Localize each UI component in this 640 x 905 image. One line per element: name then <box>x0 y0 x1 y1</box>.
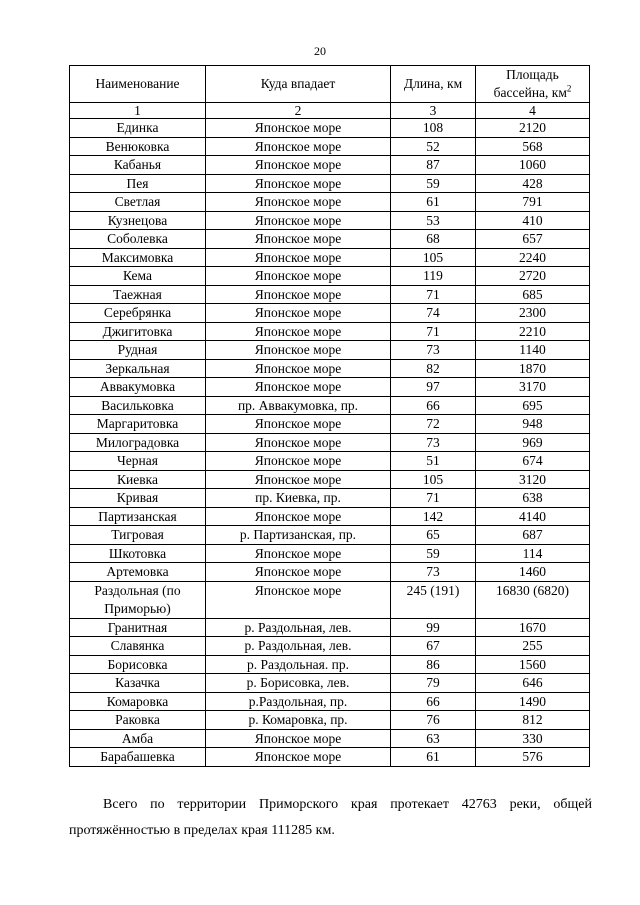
cell-mouth: Японское море <box>206 433 391 452</box>
cell-mouth: пр. Киевка, пр. <box>206 489 391 508</box>
cell-area: 1060 <box>476 156 590 175</box>
cell-name: Гранитная <box>70 618 206 637</box>
cell-mouth: р. Комаровка, пр. <box>206 711 391 730</box>
cell-name: Тигровая <box>70 526 206 545</box>
cell-mouth: пр. Аввакумовка, пр. <box>206 396 391 415</box>
cell-length: 71 <box>391 322 476 341</box>
cell-length: 66 <box>391 396 476 415</box>
cell-length: 71 <box>391 285 476 304</box>
cell-name: Зеркальная <box>70 359 206 378</box>
table-row <box>70 655 590 674</box>
cell-length: 87 <box>391 156 476 175</box>
header-area-superscript: 2 <box>566 83 572 94</box>
table-row <box>70 156 590 175</box>
table-row <box>70 137 590 156</box>
table-body <box>70 119 590 767</box>
cell-name: Соболевка <box>70 230 206 249</box>
cell-length: 99 <box>391 618 476 637</box>
cell-area: 1460 <box>476 563 590 582</box>
cell-area: 1140 <box>476 341 590 360</box>
cell-name: Кема <box>70 267 206 286</box>
cell-name: Кривая <box>70 489 206 508</box>
cell-length: 74 <box>391 304 476 323</box>
cell-name: Славянка <box>70 637 206 656</box>
cell-area: 638 <box>476 489 590 508</box>
cell-name: Кабанья <box>70 156 206 175</box>
table-row <box>70 618 590 637</box>
cell-length: 53 <box>391 211 476 230</box>
cell-area: 4140 <box>476 507 590 526</box>
cell-length: 71 <box>391 489 476 508</box>
table-row <box>70 507 590 526</box>
cell-mouth: р. Раздольная, лев. <box>206 637 391 656</box>
cell-area: 330 <box>476 729 590 748</box>
rivers-table <box>69 65 590 767</box>
header-name: Наименование <box>70 66 206 103</box>
cell-length: 51 <box>391 452 476 471</box>
cell-name: Артемовка <box>70 563 206 582</box>
table-row <box>70 563 590 582</box>
cell-length: 65 <box>391 526 476 545</box>
table-row <box>70 396 590 415</box>
cell-mouth: р. Раздольная. пр. <box>206 655 391 674</box>
cell-length: 73 <box>391 433 476 452</box>
cell-name: Партизанская <box>70 507 206 526</box>
cell-length: 61 <box>391 748 476 767</box>
cell-area: 674 <box>476 452 590 471</box>
cell-area: 2720 <box>476 267 590 286</box>
cell-area: 1670 <box>476 618 590 637</box>
cell-length: 68 <box>391 230 476 249</box>
cell-length: 63 <box>391 729 476 748</box>
cell-mouth: Японское море <box>206 230 391 249</box>
cell-name: Борисовка <box>70 655 206 674</box>
cell-area: 812 <box>476 711 590 730</box>
table-row <box>70 193 590 212</box>
summary-paragraph: Всего по территории Приморского края протекает 42763 реки, общей протяжённостью в пределах края 111285 км. <box>69 797 592 838</box>
cell-name: Амба <box>70 729 206 748</box>
cell-mouth: Японское море <box>206 137 391 156</box>
cell-mouth: Японское море <box>206 304 391 323</box>
cell-mouth: Японское море <box>206 248 391 267</box>
cell-area: 568 <box>476 137 590 156</box>
table-header-row <box>70 66 590 103</box>
cell-area: 2240 <box>476 248 590 267</box>
table-row <box>70 470 590 489</box>
cell-name: Серебрянка <box>70 304 206 323</box>
cell-name: Маргаритовка <box>70 415 206 434</box>
cell-mouth: р. Раздольная, лев. <box>206 618 391 637</box>
cell-mouth: Японское море <box>206 119 391 138</box>
table-row <box>70 230 590 249</box>
cell-area: 2300 <box>476 304 590 323</box>
cell-area: 2210 <box>476 322 590 341</box>
cell-name: Таежная <box>70 285 206 304</box>
column-number: 3 <box>391 103 476 119</box>
cell-name: Раковка <box>70 711 206 730</box>
table-row <box>70 748 590 767</box>
cell-name: Единка <box>70 119 206 138</box>
cell-area: 695 <box>476 396 590 415</box>
cell-area: 1870 <box>476 359 590 378</box>
cell-mouth: Японское море <box>206 748 391 767</box>
cell-mouth: р. Борисовка, лев. <box>206 674 391 693</box>
header-length: Длина, км <box>391 66 476 103</box>
cell-length: 66 <box>391 692 476 711</box>
cell-name: Пея <box>70 174 206 193</box>
cell-area: 3120 <box>476 470 590 489</box>
cell-name: Венюковка <box>70 137 206 156</box>
table-row <box>70 452 590 471</box>
cell-mouth: Японское море <box>206 174 391 193</box>
table-row <box>70 415 590 434</box>
cell-name: Васильковка <box>70 396 206 415</box>
cell-length: 73 <box>391 341 476 360</box>
header-mouth: Куда впадает <box>206 66 391 103</box>
header-area-label: Площадь бассейна, км <box>493 67 567 100</box>
table-row <box>70 729 590 748</box>
table-row <box>70 544 590 563</box>
table-row <box>70 304 590 323</box>
header-area <box>476 66 590 103</box>
column-number: 4 <box>476 103 590 119</box>
cell-area: 2120 <box>476 119 590 138</box>
cell-mouth: р. Партизанская, пр. <box>206 526 391 545</box>
page-number: 20 <box>314 44 326 58</box>
cell-mouth: Японское море <box>206 378 391 397</box>
cell-name: Светлая <box>70 193 206 212</box>
table-row <box>70 711 590 730</box>
table-row <box>70 285 590 304</box>
table-row <box>70 248 590 267</box>
cell-mouth: Японское море <box>206 341 391 360</box>
cell-name: Киевка <box>70 470 206 489</box>
cell-mouth: Японское море <box>206 415 391 434</box>
cell-area: 576 <box>476 748 590 767</box>
cell-length: 108 <box>391 119 476 138</box>
table-row <box>70 341 590 360</box>
cell-name: Джигитовка <box>70 322 206 341</box>
cell-area: 646 <box>476 674 590 693</box>
table-row <box>70 489 590 508</box>
cell-length: 82 <box>391 359 476 378</box>
cell-area: 114 <box>476 544 590 563</box>
table-row <box>70 674 590 693</box>
cell-name: Комаровка <box>70 692 206 711</box>
cell-mouth: Японское море <box>206 267 391 286</box>
cell-length: 97 <box>391 378 476 397</box>
cell-length: 245 (191) <box>391 581 476 618</box>
cell-length: 86 <box>391 655 476 674</box>
cell-area: 948 <box>476 415 590 434</box>
cell-length: 142 <box>391 507 476 526</box>
cell-length: 105 <box>391 470 476 489</box>
table-row <box>70 581 590 618</box>
cell-mouth: Японское море <box>206 581 391 618</box>
cell-mouth: Японское море <box>206 729 391 748</box>
cell-mouth: Японское море <box>206 452 391 471</box>
cell-mouth: Японское море <box>206 563 391 582</box>
cell-length: 79 <box>391 674 476 693</box>
cell-mouth: Японское море <box>206 285 391 304</box>
cell-length: 73 <box>391 563 476 582</box>
cell-name: Милоградовка <box>70 433 206 452</box>
cell-name: Рудная <box>70 341 206 360</box>
cell-area: 657 <box>476 230 590 249</box>
cell-area: 16830 (6820) <box>476 581 590 618</box>
cell-name: Кузнецова <box>70 211 206 230</box>
cell-name: Черная <box>70 452 206 471</box>
cell-area: 969 <box>476 433 590 452</box>
cell-mouth: Японское море <box>206 156 391 175</box>
table-row <box>70 637 590 656</box>
cell-mouth: Японское море <box>206 193 391 212</box>
table-row <box>70 119 590 138</box>
table-row <box>70 433 590 452</box>
cell-area: 3170 <box>476 378 590 397</box>
table-row <box>70 174 590 193</box>
cell-length: 119 <box>391 267 476 286</box>
cell-name: Раздольная (по Приморью) <box>70 581 206 618</box>
cell-name: Шкотовка <box>70 544 206 563</box>
cell-length: 61 <box>391 193 476 212</box>
cell-length: 76 <box>391 711 476 730</box>
cell-mouth: Японское море <box>206 211 391 230</box>
cell-area: 428 <box>476 174 590 193</box>
cell-area: 410 <box>476 211 590 230</box>
cell-length: 52 <box>391 137 476 156</box>
cell-length: 67 <box>391 637 476 656</box>
cell-area: 685 <box>476 285 590 304</box>
table-row <box>70 692 590 711</box>
table-row <box>70 526 590 545</box>
table-row <box>70 359 590 378</box>
cell-area: 1490 <box>476 692 590 711</box>
cell-name: Барабашевка <box>70 748 206 767</box>
cell-length: 105 <box>391 248 476 267</box>
column-number-row <box>70 103 590 119</box>
cell-name: Казачка <box>70 674 206 693</box>
cell-mouth: Японское море <box>206 507 391 526</box>
cell-mouth: Японское море <box>206 470 391 489</box>
cell-area: 687 <box>476 526 590 545</box>
cell-length: 59 <box>391 544 476 563</box>
table-row <box>70 378 590 397</box>
cell-length: 59 <box>391 174 476 193</box>
cell-name: Максимовка <box>70 248 206 267</box>
cell-length: 72 <box>391 415 476 434</box>
table-row <box>70 211 590 230</box>
cell-mouth: р.Раздольная, пр. <box>206 692 391 711</box>
table-row <box>70 267 590 286</box>
cell-mouth: Японское море <box>206 544 391 563</box>
cell-area: 791 <box>476 193 590 212</box>
cell-area: 1560 <box>476 655 590 674</box>
table-row <box>70 322 590 341</box>
column-number: 1 <box>70 103 206 119</box>
cell-mouth: Японское море <box>206 322 391 341</box>
column-number: 2 <box>206 103 391 119</box>
cell-mouth: Японское море <box>206 359 391 378</box>
cell-name: Аввакумовка <box>70 378 206 397</box>
cell-area: 255 <box>476 637 590 656</box>
